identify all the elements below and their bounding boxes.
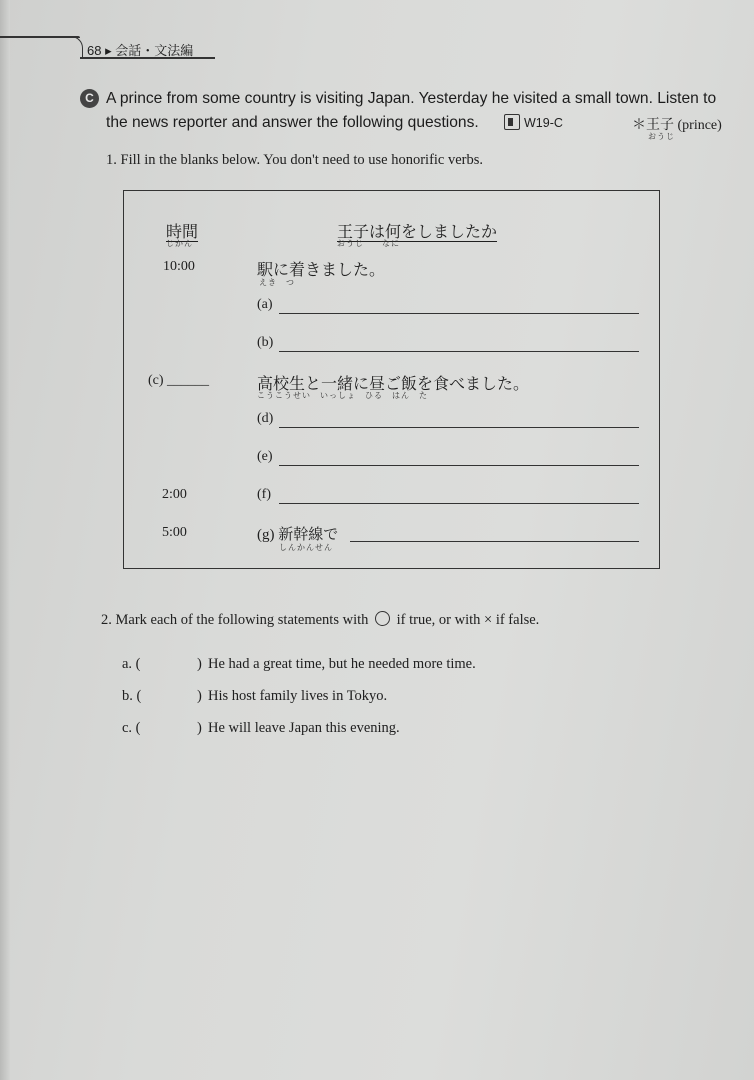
statement-a-close: )	[197, 656, 202, 672]
blank-c-label[interactable]: (c) ______	[148, 373, 210, 388]
column-header-activity-ruby: おうじ なに	[337, 239, 400, 248]
q2-instruction	[101, 611, 539, 629]
statement-a-letter: a. (	[122, 656, 141, 672]
blank-b-label: (b)	[257, 335, 274, 350]
activity-lunch: 高校生と一緒に昼ご飯を食べました。	[257, 376, 530, 393]
statement-b-close: )	[197, 688, 202, 704]
audio-icon[interactable]	[504, 114, 520, 130]
statement-c	[122, 720, 642, 740]
time-2-00: 2:00	[162, 487, 187, 502]
header-rule	[0, 36, 80, 38]
statement-c-close: )	[197, 720, 202, 736]
page-gutter	[0, 0, 10, 1080]
statement-b	[122, 688, 642, 708]
blank-g-line[interactable]	[350, 541, 639, 542]
time-10-00: 10:00	[163, 259, 195, 274]
blank-f-line[interactable]	[279, 503, 639, 504]
q2-instruction-pre: 2. Mark each of the following statements with	[101, 612, 369, 628]
blank-b-line[interactable]	[279, 351, 639, 352]
column-header-time-ruby: じかん	[166, 239, 193, 248]
statement-a-text: He had a great time, but he needed more time.	[208, 656, 476, 672]
section-badge: C	[80, 89, 99, 108]
answer-slot-c[interactable]	[141, 719, 196, 739]
answer-slot-a[interactable]	[141, 655, 196, 675]
activity-1-ruby: えき つ	[259, 278, 295, 287]
statement-a	[122, 656, 642, 676]
blank-e-line[interactable]	[279, 465, 639, 466]
blank-d-line[interactable]	[279, 427, 639, 428]
header-rule-curve	[70, 36, 83, 59]
column-header-time: 時間	[166, 224, 199, 241]
q2-instruction-post: if true, or with × if false.	[396, 612, 540, 628]
vocab-note: ＊王子 (prince)	[632, 118, 722, 133]
blank-g-ruby: しんかんせん	[279, 543, 333, 552]
answer-slot-b[interactable]	[141, 687, 196, 707]
column-header-activity: 王子は何をしましたか	[337, 224, 498, 241]
circle-icon	[375, 611, 390, 626]
statement-c-text: He will leave Japan this evening.	[208, 720, 400, 736]
statement-b-text: His host family lives in Tokyo.	[208, 688, 388, 704]
q1-instruction: 1. Fill in the blanks below. You don't need to use honorific verbs.	[106, 152, 484, 168]
intro-text: A prince from some country is visiting Japan. Yesterday he visited a small town. Listen to the news reporter and answer the following questions.	[106, 90, 717, 131]
blank-a-line[interactable]	[279, 313, 639, 314]
vocab-note-ruby: おうじ	[648, 132, 675, 141]
audio-track-label: W19-C	[524, 116, 563, 130]
statement-c-letter: c. (	[122, 720, 141, 736]
page-header: 68 ▸ 会話・文法編	[87, 43, 194, 58]
blank-a-label: (a)	[257, 297, 273, 312]
activity-1: 駅に着きました。	[257, 262, 386, 279]
statement-b-letter: b. (	[122, 688, 142, 704]
answer-table	[123, 190, 660, 569]
blank-g-label: (g) 新幹線で	[257, 527, 339, 543]
blank-e-label: (e)	[257, 449, 273, 464]
blank-d-label: (d)	[257, 411, 274, 426]
time-5-00: 5:00	[162, 525, 187, 540]
blank-f-label: (f)	[257, 487, 271, 502]
activity-lunch-ruby: こうこうせい いっしょ ひる はん た	[257, 391, 428, 400]
